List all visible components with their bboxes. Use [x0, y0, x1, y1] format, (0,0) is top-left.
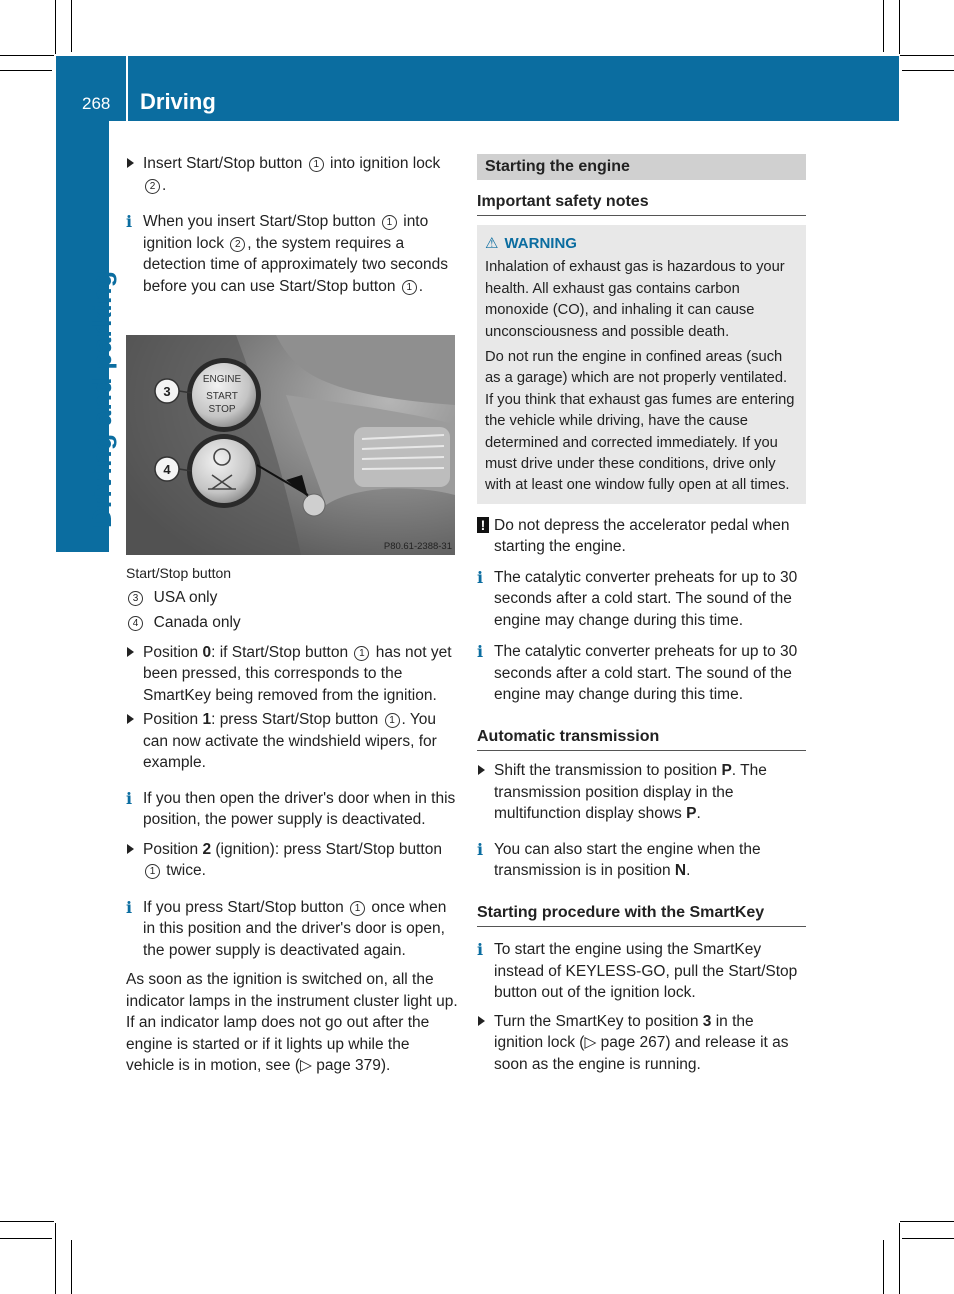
subheading-automatic: Automatic transmission [477, 726, 806, 752]
crop-mark [899, 1223, 900, 1294]
info-catalytic-converter: i The catalytic converter preheats for up to 30 seconds after a cold start. The sound of the engine may change during this time. [477, 642, 798, 704]
info-icon: i [126, 788, 133, 808]
header-divider [126, 56, 128, 121]
info-catalytic-converter: i The catalytic converter preheats for up to 30 seconds after a cold start. The sound of the engine may change during this time. [477, 567, 798, 629]
start-stop-figure [126, 335, 455, 555]
arrow-icon [478, 765, 485, 775]
crop-mark [55, 0, 56, 54]
warning-title: ⚠ WARNING [485, 235, 577, 252]
crop-mark [71, 1240, 72, 1294]
step-turn-smartkey: Turn the SmartKey to position 3 in the ignition lock (▷ page 267) and release it as soon as the engine is running. [477, 1011, 806, 1076]
legend-item: 3 USA only [126, 587, 458, 609]
arrow-icon [478, 1016, 485, 1026]
crop-mark [0, 1238, 52, 1239]
legend-item: 4 Canada only [126, 612, 458, 634]
info-icon: i [477, 567, 484, 587]
start-label: START [206, 391, 238, 402]
figure-caption: Start/Stop button [126, 565, 232, 581]
step-insert-button: Insert Start/Stop button 1 into ignition lock 2 . [126, 153, 458, 196]
subheading-smartkey: Starting procedure with the SmartKey [477, 902, 806, 928]
crop-mark [0, 1221, 54, 1222]
step-position-0: Position 0: if Start/Stop button 1 has not yet been pressed, this corresponds to the SmartKey being removed from the ignition. [126, 642, 458, 707]
dashboard-illustration [126, 335, 455, 555]
warning-text: Do not run the engine in confined areas (such as a garage) which are not properly ventilated. If you think that exhaust gas fumes are entering the vehicle while driving, have the cause determined and corrected immediately. If you must drive under these conditions, drive only with at least one window fully open at all times. [485, 349, 795, 494]
exclamation-icon: ! [477, 517, 489, 533]
crop-mark [71, 0, 72, 52]
info-icon: i [477, 940, 484, 960]
crop-mark [900, 55, 954, 56]
crop-mark [902, 70, 954, 71]
section-heading: Starting the engine [477, 154, 806, 180]
left-column-lower [126, 563, 458, 1077]
arrow-icon [127, 844, 134, 854]
stop-label: STOP [208, 404, 236, 415]
step-position-2: Position 2 (ignition): press Start/Stop button 1 twice. [126, 839, 458, 882]
callout-3: 3 [163, 384, 171, 399]
crop-mark [902, 1238, 954, 1239]
page-number: 268 [82, 94, 111, 113]
step-shift-p: Shift the transmission to position P. The transmission position display in the multifunction display shows P. [477, 760, 806, 825]
crop-mark [899, 0, 900, 54]
crop-mark [900, 1221, 954, 1222]
info-door-open: i If you then open the driver's door when in this position, the power supply is deactivated. [126, 788, 456, 828]
warning-triangle-icon: ⚠ [485, 235, 499, 252]
left-column [126, 153, 458, 297]
info-icon: i [477, 642, 484, 662]
page-header [56, 56, 899, 121]
crop-mark [883, 1240, 884, 1294]
info-detection-time: i When you insert Start/Stop button 1 into ignition lock 2 , the system requires a detection time of approximately two seconds before you can use Start/Stop button 1 . [126, 212, 448, 295]
crop-mark [0, 70, 52, 71]
chapter-title: Driving [140, 89, 216, 114]
info-smartkey: i To start the engine using the SmartKey instead of KEYLESS-GO, pull the Start/Stop button out of the ignition lock. [477, 940, 798, 1002]
warning-box [477, 225, 806, 504]
warning-text: Inhalation of exhaust gas is hazardous to your health. All exhaust gas contains carbon monoxide (CO), and inhaling it can cause unconsciousness and possible death. [485, 259, 785, 340]
paragraph-indicator-lamps: As soon as the ignition is switched on, all the indicator lamps in the instrument cluster light up. If an indicator lamp does not go out after the engine is started or if it lights up while the vehicle is in motion, see (▷ page 379). [126, 971, 458, 1074]
info-icon: i [477, 839, 484, 859]
arrow-icon [127, 714, 134, 724]
info-icon: i [126, 897, 133, 917]
section-side-label: Driving and parking [87, 270, 117, 528]
step-position-1: Position 1: press Start/Stop button 1 . You can now activate the windshield wipers, for example. [126, 709, 458, 774]
arrow-icon [127, 647, 134, 657]
callout-2: 2 [145, 179, 160, 194]
right-column [477, 154, 806, 1075]
figure-code: P80.61-2388-31 [383, 541, 452, 552]
engine-label: ENGINE [202, 374, 242, 385]
crop-mark [883, 0, 884, 52]
note-accelerator: ! Do not depress the accelerator pedal when starting the engine. [477, 515, 806, 558]
callout-1: 1 [309, 157, 324, 172]
arrow-icon [127, 158, 134, 168]
subheading-safety: Important safety notes [477, 191, 806, 217]
info-position-n: i You can also start the engine when the transmission is in position N. [477, 839, 761, 880]
crop-mark [0, 55, 54, 56]
crop-mark [55, 1223, 56, 1294]
info-power-supply: i If you press Start/Stop button 1 once when in this position and the driver's door is open, the power supply is deactivated again. [126, 897, 447, 959]
info-icon: i [126, 212, 133, 231]
callout-4: 4 [163, 462, 171, 477]
